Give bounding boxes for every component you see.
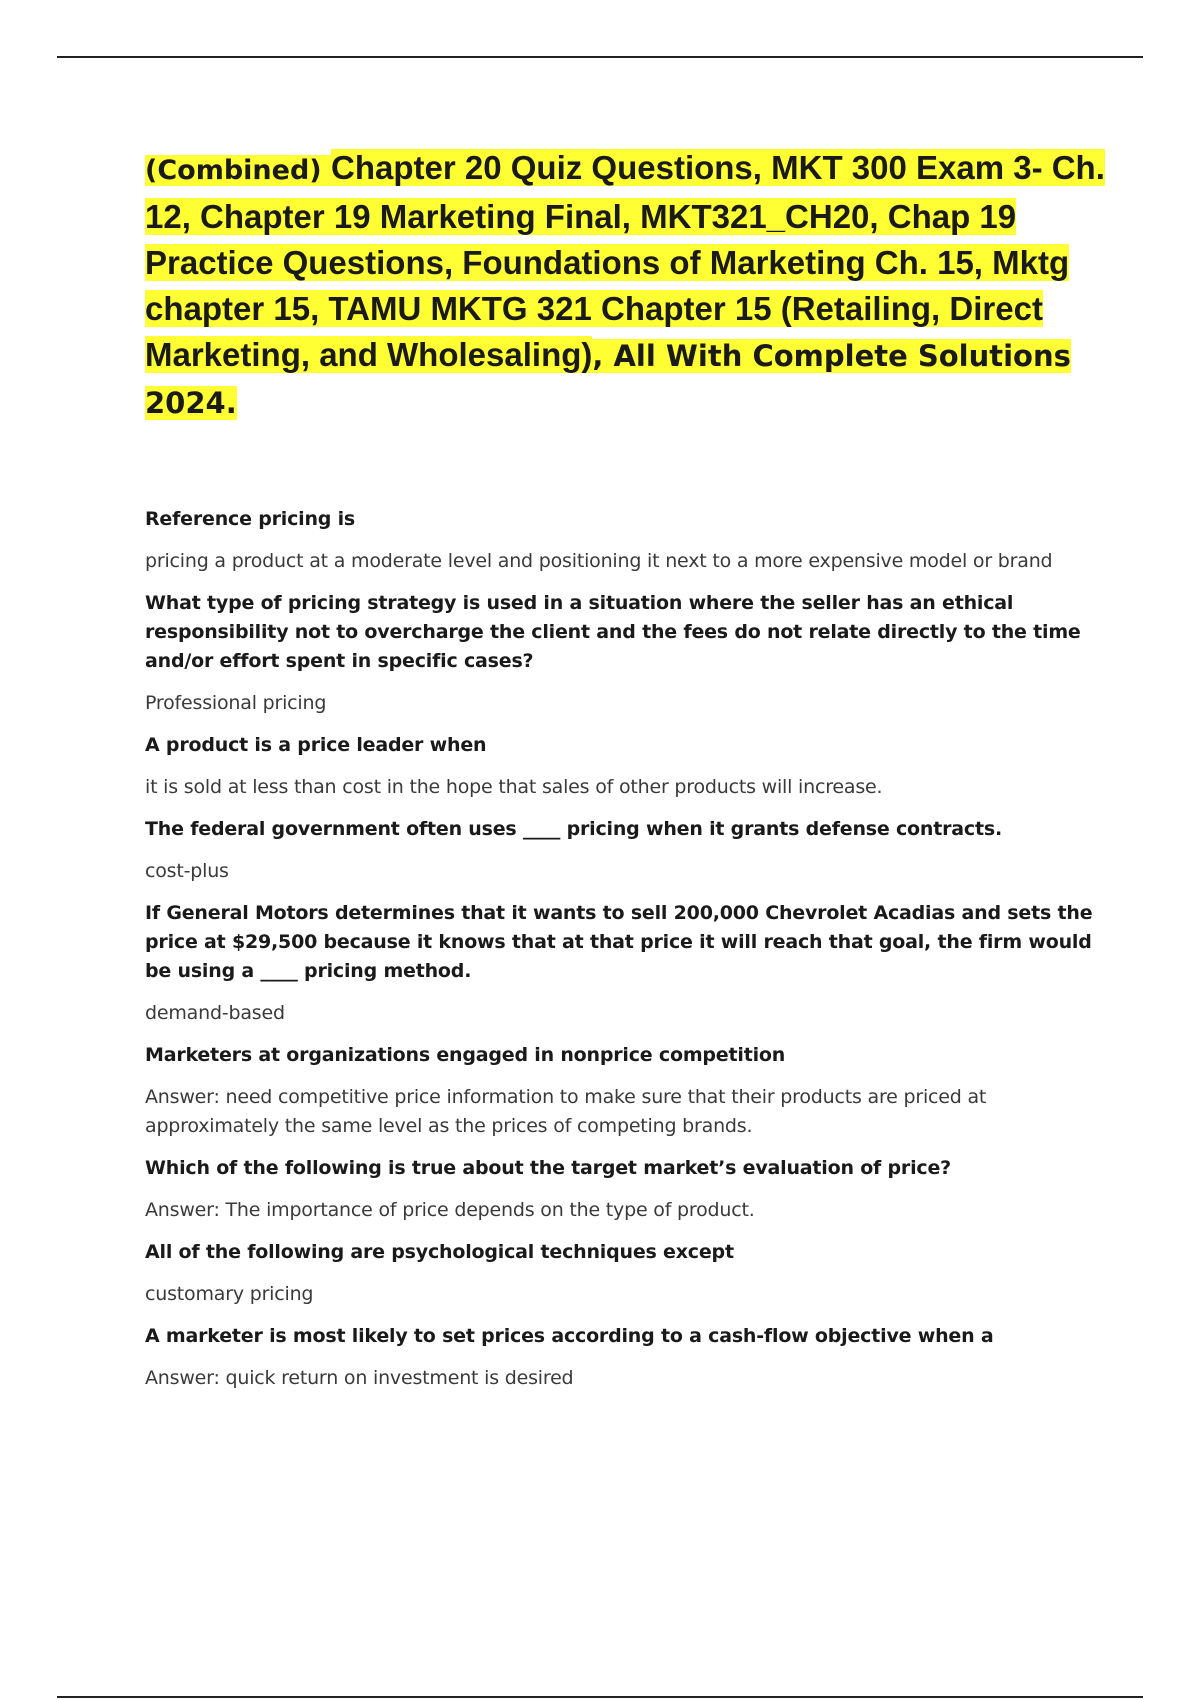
question-text: The federal government often uses ____ pricing when it grants defense contracts.	[145, 818, 1002, 840]
qa-item	[145, 731, 1100, 802]
qa-item	[145, 505, 1100, 576]
answer-text: pricing a product at a moderate level and positioning it next to a more expensive model or brand	[145, 550, 1053, 572]
question-text: A product is a price leader when	[145, 734, 487, 756]
question-text: If General Motors determines that it wants to sell 200,000 Chevrolet Acadias and sets the price at $29,500 because it knows that at that price it will reach that goal, the firm would be using a ____ pricing method.	[145, 902, 1093, 982]
title-suffix: , All With Complete Solutions 2024.	[145, 339, 1071, 420]
qa-item	[145, 1238, 1100, 1309]
question-text: What type of pricing strategy is used in a situation where the seller has an ethical responsibility not to overcharge the client and the fees do not relate directly to the time and/or effort spent in specific cases?	[145, 592, 1081, 672]
answer-text: Answer: need competitive price information to make sure that their products are priced at approximately the same level as the prices of competing brands.	[145, 1086, 987, 1137]
page-title	[145, 145, 1105, 426]
qa-item	[145, 1041, 1100, 1141]
question-text: Reference pricing is	[145, 508, 356, 530]
question-text: A marketer is most likely to set prices according to a cash-flow objective when a	[145, 1325, 994, 1347]
qa-item	[145, 589, 1100, 718]
answer-text: Answer: quick return on investment is desired	[145, 1367, 574, 1389]
answer-text: Professional pricing	[145, 692, 327, 714]
qa-list	[145, 505, 1100, 1406]
title-main: Chapter 20 Quiz Questions, MKT 300 Exam 3- Ch. 12, Chapter 19 Marketing Final, MKT321_CH20, Chap 19 Practice Questions, Foundations of Marketing Ch. 15, Mktg chapter 15, TAMU MKTG 321 Chapter 15 (Retailing, Direct Marketing, and Wholesaling)	[145, 149, 1105, 373]
answer-text: customary pricing	[145, 1283, 314, 1305]
footer-rule	[57, 1696, 1143, 1698]
qa-item	[145, 899, 1100, 1028]
answer-text: Answer: The importance of price depends on the type of product.	[145, 1199, 755, 1221]
qa-item	[145, 1322, 1100, 1393]
question-text: All of the following are psychological techniques except	[145, 1241, 734, 1263]
question-text: Marketers at organizations engaged in nonprice competition	[145, 1044, 786, 1066]
title-prefix: (Combined)	[145, 155, 332, 186]
qa-item	[145, 815, 1100, 886]
question-text: Which of the following is true about the target market’s evaluation of price?	[145, 1157, 951, 1179]
answer-text: cost-plus	[145, 860, 229, 882]
answer-text: demand-based	[145, 1002, 285, 1024]
qa-item	[145, 1154, 1100, 1225]
header-rule	[57, 56, 1143, 58]
answer-text: it is sold at less than cost in the hope that sales of other products will increase.	[145, 776, 883, 798]
